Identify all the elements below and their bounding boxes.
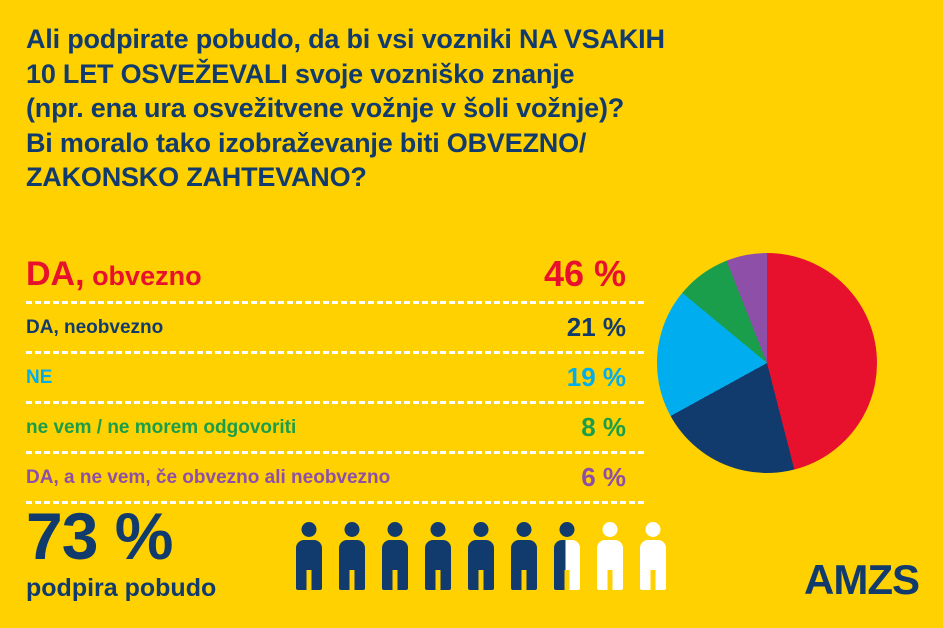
result-value-da-a-ne-vem: 6 % xyxy=(581,462,626,492)
question-line-5: ZAKONSKO ZAHTEVANO? xyxy=(26,162,367,193)
person-icon xyxy=(422,522,454,590)
people-pictogram xyxy=(293,522,669,590)
question-line-4: Bi moralo tako izobraževanje biti OBVEZNO/ xyxy=(26,127,587,158)
table-row xyxy=(26,354,644,404)
table-row xyxy=(26,247,644,304)
person-icon-empty xyxy=(637,522,669,590)
question-title xyxy=(26,22,906,195)
person-icon-empty xyxy=(594,522,626,590)
question-line-3: (npr. ena ura osvežitvene vožnje v šoli vožnje)? xyxy=(26,93,625,124)
question-line-2: 10 LET OSVEŽEVALI svoje vozniško znanje xyxy=(26,58,575,89)
person-icon xyxy=(508,522,540,590)
result-value-ne-vem: 8 % xyxy=(581,412,626,442)
person-icon xyxy=(293,522,325,590)
person-icon xyxy=(379,522,411,590)
results-table xyxy=(26,247,644,504)
result-value-da-neobvezno: 21 % xyxy=(566,312,626,342)
summary-block xyxy=(26,499,217,603)
pie-chart xyxy=(657,253,877,473)
summary-percent: 73 % xyxy=(26,499,173,573)
table-row xyxy=(26,454,644,504)
result-label-da-obvezno: DA, obvezno xyxy=(26,254,202,293)
question-line-1: Ali podpirate pobudo, da bi vsi vozniki NA VSAKIH xyxy=(26,24,665,54)
result-label-ne-vem: ne vem / ne morem odgovoriti xyxy=(26,416,297,438)
result-value-da-obvezno: 46 % xyxy=(543,253,626,294)
result-label-ne: NE xyxy=(26,366,53,388)
table-row xyxy=(26,304,644,354)
brand-logo: AMZS xyxy=(804,556,919,603)
result-value-ne: 19 % xyxy=(566,362,626,392)
person-icon xyxy=(465,522,497,590)
pie-chart-circle xyxy=(657,253,877,473)
result-label-da-neobvezno: DA, neobvezno xyxy=(26,316,164,338)
table-row xyxy=(26,404,644,454)
person-icon xyxy=(336,522,368,590)
person-icon-partial xyxy=(551,522,583,590)
summary-caption: podpira pobudo xyxy=(26,573,217,602)
result-label-da-a-ne-vem: DA, a ne vem, če obvezno ali neobvezno xyxy=(26,466,391,488)
